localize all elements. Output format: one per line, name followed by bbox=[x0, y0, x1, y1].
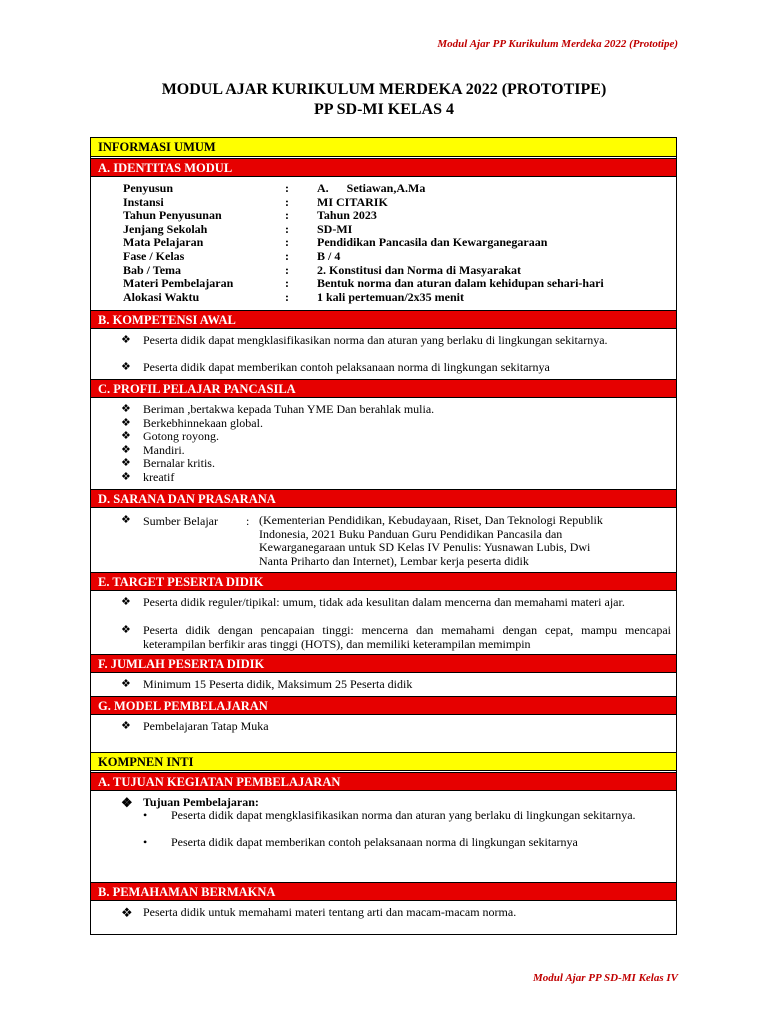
identity-value: MI CITARIK bbox=[317, 194, 388, 209]
list-item-text: Bernalar kritis. bbox=[143, 456, 215, 471]
diamond-bullet-icon: ❖ bbox=[121, 443, 131, 456]
header-note: Modul Ajar PP Kurikulum Merdeka 2022 (Prototipe) bbox=[437, 38, 678, 50]
identity-value: A. Setiawan,A.Ma bbox=[317, 181, 426, 195]
identity-value: B / 4 bbox=[317, 249, 341, 263]
diamond-bullet-icon: ❖ bbox=[121, 905, 133, 920]
list-item bbox=[121, 417, 671, 431]
model-pembelajaran-heading: G. MODEL PEMBELAJARAN bbox=[91, 696, 676, 715]
identity-row bbox=[123, 291, 663, 305]
diamond-bullet-icon: ❖ bbox=[121, 471, 131, 483]
list-item bbox=[143, 836, 671, 850]
sumber-belajar-line: (Kementerian Pendidikan, Kebudayaan, Riset, Dan Teknologi Republik bbox=[259, 513, 603, 527]
identity-label: Jenjang Sekolah bbox=[123, 221, 208, 236]
list-item-text: Pembelajaran Tatap Muka bbox=[143, 719, 269, 733]
tujuan-lead-text: Tujuan Pembelajaran: bbox=[143, 795, 259, 809]
profil-pelajar-heading: C. PROFIL PELAJAR PANCASILA bbox=[91, 379, 676, 398]
identity-row bbox=[123, 250, 663, 264]
list-item-text: Minimum 15 Peserta didik, Maksimum 25 Peserta didik bbox=[143, 677, 413, 691]
diamond-bullet-icon: ❖ bbox=[121, 624, 131, 636]
sumber-belajar-line: Indonesia, 2021 Buku Panduan Guru Pendidikan Pancasila dan bbox=[259, 526, 563, 541]
sumber-belajar-line: Nanta Priharto dan Internet), Lembar kerja peserta didik bbox=[259, 553, 529, 568]
pemahaman-bermakna-heading: B. PEMAHAMAN BERMAKNA bbox=[91, 882, 676, 901]
list-item bbox=[121, 457, 671, 471]
identity-value: Tahun 2023 bbox=[317, 208, 377, 223]
identity-label: Mata Pelajaran bbox=[123, 235, 204, 250]
identity-value: 2. Konstitusi dan Norma di Masyarakat bbox=[317, 262, 522, 277]
list-item-text: Berkebhinnekaan global. bbox=[143, 415, 263, 430]
identity-colon: : bbox=[285, 289, 289, 304]
list-item bbox=[121, 430, 671, 444]
list-item-text: Peserta didik dapat mengklasifikasikan norma dan aturan yang berlaku di lingkungan sekitarnya. bbox=[171, 808, 636, 822]
diamond-bullet-icon: ❖ bbox=[121, 403, 131, 415]
identity-value: 1 kali pertemuan/2x35 menit bbox=[317, 289, 464, 304]
list-item-text: Peserta didik dapat mengklasifikasikan norma dan aturan yang berlaku di lingkungan sekitarnya. bbox=[143, 333, 608, 347]
identity-row bbox=[123, 223, 663, 237]
diamond-bullet-icon: ❖ bbox=[121, 334, 131, 346]
diamond-bullet-icon: ❖ bbox=[121, 514, 131, 526]
module-table bbox=[90, 137, 677, 935]
identity-colon: : bbox=[285, 262, 289, 277]
identity-value: SD-MI bbox=[317, 221, 353, 236]
title-line-2: PP SD-MI KELAS 4 bbox=[313, 101, 454, 118]
identity-row bbox=[123, 236, 663, 250]
identity-label: Materi Pembelajaran bbox=[123, 276, 234, 291]
list-item-text: kreatif bbox=[143, 470, 175, 484]
diamond-bullet-icon: ❖ bbox=[121, 596, 131, 608]
identity-row bbox=[123, 209, 663, 223]
document-title bbox=[0, 80, 768, 120]
identity-row bbox=[123, 196, 663, 210]
list-item bbox=[121, 444, 671, 458]
list-item-text: Peserta didik dapat memberikan contoh pelaksanaan norma di lingkungan sekitarnya bbox=[171, 835, 578, 849]
identity-label: Bab / Tema bbox=[123, 262, 182, 277]
kompetensi-awal-heading: B. KOMPETENSI AWAL bbox=[91, 310, 676, 329]
identity-colon: : bbox=[285, 221, 289, 236]
list-item-text: Gotong royong. bbox=[143, 429, 219, 444]
list-item bbox=[121, 596, 671, 610]
informasi-umum-heading: INFORMASI UMUM bbox=[91, 138, 676, 157]
list-item bbox=[121, 906, 671, 920]
list-item-text: Peserta didik dengan pencapaian tinggi: mencerna dan memahami dengan cepat, mampu mencapai keterampilan berfikir aras tinggi (HOTS), dan memiliki keterampilan memimpin bbox=[143, 623, 671, 651]
identity-colon: : bbox=[285, 235, 289, 250]
tujuan-kegiatan-heading: A. TUJUAN KEGIATAN PEMBELAJARAN bbox=[91, 772, 676, 791]
identity-row bbox=[123, 182, 663, 196]
list-item-text: Peserta didik reguler/tipikal: umum, tidak ada kesulitan dalam mencerna dan memahami materi ajar. bbox=[143, 595, 625, 609]
identity-colon: : bbox=[285, 194, 289, 209]
dot-bullet-icon: • bbox=[143, 835, 148, 849]
identity-colon: : bbox=[285, 181, 289, 195]
diamond-bullet-icon: ❖ bbox=[121, 430, 131, 443]
sarana-prasarana-heading: D. SARANA DAN PRASARANA bbox=[91, 489, 676, 508]
diamond-bullet-icon: ❖ bbox=[121, 457, 131, 470]
komponen-inti-heading: KOMPNEN INTI bbox=[91, 752, 676, 771]
identity-label: Fase / Kelas bbox=[123, 249, 185, 263]
identity-colon: : bbox=[285, 249, 289, 263]
diamond-bullet-icon: ❖ bbox=[121, 720, 131, 732]
list-item bbox=[121, 471, 671, 485]
list-item bbox=[143, 809, 671, 823]
identitas-modul-heading: A. IDENTITAS MODUL bbox=[91, 158, 676, 177]
diamond-bullet-icon: ❖ bbox=[121, 678, 131, 690]
list-item bbox=[121, 361, 671, 375]
identity-row bbox=[123, 264, 663, 278]
identity-value: Bentuk norma dan aturan dalam kehidupan sehari-hari bbox=[317, 276, 604, 291]
title-line-1: MODUL AJAR KURIKULUM MERDEKA 2022 (PROTOTIPE) bbox=[161, 81, 607, 98]
identity-label: Tahun Penyusunan bbox=[123, 208, 222, 223]
identity-label: Penyusun bbox=[123, 181, 174, 195]
list-item bbox=[121, 403, 671, 417]
jumlah-peserta-heading: F. JUMLAH PESERTA DIDIK bbox=[91, 654, 676, 673]
identity-value: Pendidikan Pancasila dan Kewarganegaraan bbox=[317, 235, 548, 250]
list-item bbox=[121, 720, 671, 734]
sumber-belajar-label: Sumber Belajar bbox=[143, 514, 218, 528]
identity-row bbox=[123, 277, 663, 291]
dot-bullet-icon: • bbox=[143, 808, 148, 822]
sumber-belajar-line: Kewarganegaraan untuk SD Kelas IV Penulis: Yusnawan Lubis, Dwi bbox=[259, 540, 591, 555]
target-peserta-heading: E. TARGET PESERTA DIDIK bbox=[91, 572, 676, 591]
sumber-belajar-text bbox=[259, 514, 671, 568]
footer-note: Modul Ajar PP SD-MI Kelas IV bbox=[533, 972, 678, 984]
identity-colon: : bbox=[285, 208, 289, 223]
list-item bbox=[121, 678, 671, 692]
list-item bbox=[121, 624, 671, 651]
diamond-bullet-icon: ❖ bbox=[121, 416, 131, 429]
list-item-text: Mandiri. bbox=[143, 442, 185, 457]
identity-colon: : bbox=[285, 276, 289, 291]
list-item-text: Beriman ,bertakwa kepada Tuhan YME Dan berahlak mulia. bbox=[143, 402, 435, 416]
list-item-text: Peserta didik dapat memberikan contoh pelaksanaan norma di lingkungan sekitarnya bbox=[143, 360, 550, 374]
identity-label: Instansi bbox=[123, 194, 164, 209]
list-item-text: Peserta didik untuk memahami materi tentang arti dan macam-macam norma. bbox=[143, 905, 517, 919]
list-item bbox=[121, 334, 671, 348]
diamond-bullet-icon: ❖ bbox=[121, 361, 131, 373]
identity-label: Alokasi Waktu bbox=[123, 289, 200, 304]
diamond-bullet-icon: ❖ bbox=[121, 795, 133, 810]
sumber-belajar-colon: : bbox=[246, 514, 250, 528]
